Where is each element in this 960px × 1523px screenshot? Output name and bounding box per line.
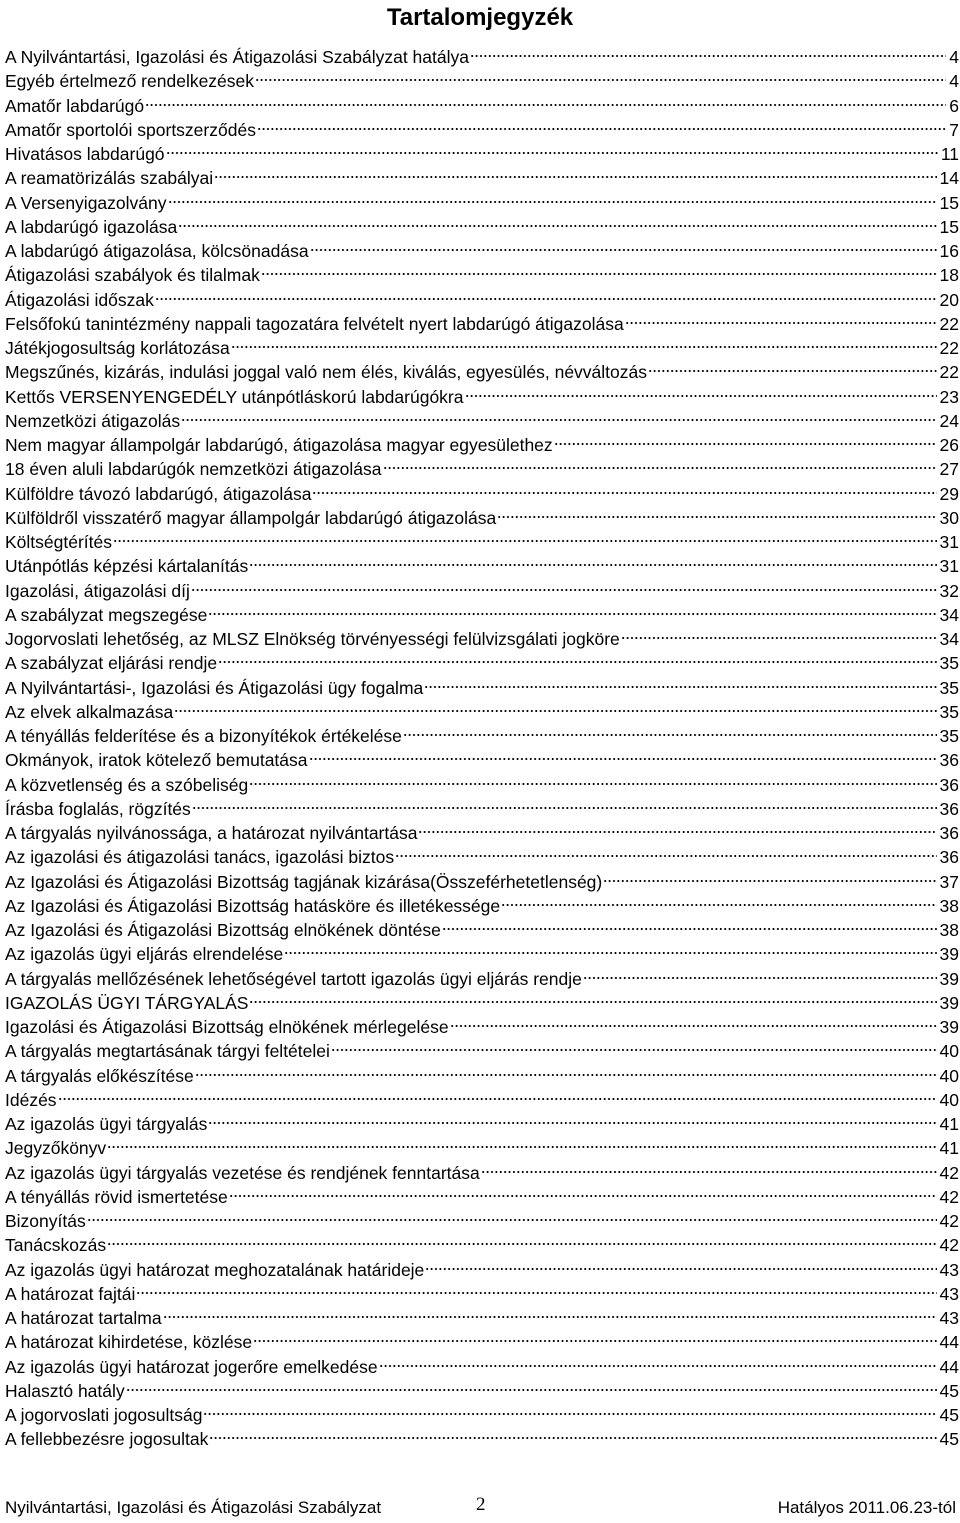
dot-leader [465, 385, 937, 403]
toc-entry-page-number: 22 [939, 313, 959, 334]
toc-entry-page-number: 42 [939, 1186, 959, 1207]
toc-entry[interactable] [5, 385, 959, 409]
toc-entry[interactable] [5, 651, 959, 675]
toc-entry[interactable] [5, 1233, 959, 1257]
toc-entry[interactable] [5, 894, 959, 918]
toc-entry[interactable] [5, 748, 959, 772]
toc-entry[interactable] [5, 457, 959, 481]
dot-leader [497, 506, 936, 524]
toc-entry-page-number: 11 [940, 144, 959, 164]
toc-entry[interactable] [5, 773, 959, 797]
toc-entry-page-number: 4 [949, 71, 959, 92]
toc-entry-page-number: 18 [939, 265, 959, 286]
toc-entry-page-number: 35 [939, 701, 959, 722]
toc-entry-page-number: 16 [939, 241, 959, 261]
toc-entry-label: Írásba foglalás, rögzítés [5, 798, 191, 819]
toc-entry-page-number: 32 [939, 580, 959, 601]
toc-entry-page-number: 42 [939, 1211, 959, 1231]
dot-leader [310, 239, 937, 257]
toc-entry-label: Felsőfokú tanintézmény nappali tagozatára felvételt nyert labdarúgó átigazolása [5, 313, 624, 334]
dot-leader [249, 773, 936, 791]
toc-entry[interactable] [5, 991, 959, 1015]
toc-entry-page-number: 22 [939, 362, 959, 383]
dot-leader [603, 870, 936, 888]
toc-entry[interactable] [5, 1185, 959, 1209]
toc-entry[interactable] [5, 288, 959, 312]
toc-entry-page-number: 22 [939, 338, 959, 358]
toc-entry-label: Kettős VERSENYENGEDÉLY utánpótláskorú labdarúgókra [5, 386, 464, 407]
toc-entry[interactable] [5, 845, 959, 869]
toc-entry-label: A szabályzat eljárási rendje [5, 653, 218, 674]
toc-entry-label: A Versenyigazolvány [5, 192, 167, 213]
toc-entry-page-number: 44 [939, 1332, 959, 1353]
toc-entry-label: A Nyilvántartási, Igazolási és Átigazolási Szabályzat hatálya [5, 47, 469, 67]
toc-entry[interactable] [5, 797, 959, 821]
toc-entry-page-number: 35 [939, 726, 959, 746]
toc-entry-label: Az Igazolási és Átigazolási Bizottság tagjának kizárása(Összeférhetetlenség) [5, 871, 603, 892]
dot-leader [395, 845, 936, 863]
toc-entry-label: 18 éven aluli labdarúgók nemzetközi átigazolása [5, 459, 382, 480]
toc-entry[interactable] [5, 239, 959, 263]
toc-entry[interactable] [5, 69, 959, 93]
toc-entry-page-number: 35 [939, 653, 959, 674]
toc-entry-label: Játékjogosultság korlátozása [5, 338, 230, 358]
toc-entry[interactable] [5, 1209, 959, 1233]
dot-leader [218, 651, 936, 669]
toc-entry-page-number: 39 [939, 968, 959, 989]
toc-entry-label: A tárgyalás nyilvánossága, a határozat nyilvántartása [5, 823, 418, 843]
toc-entry[interactable] [5, 603, 959, 627]
dot-leader [107, 1233, 936, 1251]
toc-entry-page-number: 41 [939, 1114, 959, 1134]
dot-leader [166, 142, 938, 160]
toc-entry-label: Átigazolási időszak [5, 289, 154, 310]
toc-entry[interactable] [5, 360, 959, 384]
toc-entry[interactable] [5, 554, 959, 578]
toc-entry-label: A határozat kihirdetése, közlése [5, 1332, 253, 1353]
toc-entry-label: A szabályzat megszegése [5, 604, 208, 625]
toc-entry-page-number: 36 [939, 823, 959, 843]
toc-entry[interactable] [5, 191, 959, 215]
toc-entry-label: A tényállás rövid ismertetése [5, 1186, 228, 1207]
toc-entry-label: Egyéb értelmező rendelkezések [5, 71, 255, 92]
toc-entry[interactable] [5, 1039, 959, 1063]
toc-entry-label: Halasztó hatály [5, 1380, 125, 1401]
footer-effective-date: Hatályos 2011.06.23-tól [777, 1498, 956, 1517]
toc-entry-page-number: 6 [949, 95, 959, 116]
toc-entry-page-number: 41 [939, 1138, 959, 1159]
dot-leader [208, 1112, 936, 1130]
toc-entry-label: A tárgyalás mellőzésének lehetőségével tartott igazolás ügyi eljárás rendje [5, 968, 582, 989]
toc-entry-page-number: 37 [939, 871, 959, 892]
toc-entry[interactable] [5, 1088, 959, 1112]
toc-entry[interactable] [5, 118, 959, 142]
toc-entry[interactable] [5, 870, 959, 894]
toc-entry-page-number: 43 [939, 1259, 959, 1280]
dot-leader [145, 94, 946, 112]
dot-leader [192, 797, 937, 815]
dot-leader [257, 118, 946, 136]
toc-entry[interactable] [5, 166, 959, 190]
toc-entry-label: Utánpótlás képzési kártalanítás [5, 556, 249, 577]
toc-entry[interactable] [5, 336, 959, 360]
dot-leader [261, 263, 937, 281]
toc-entry-page-number: 45 [939, 1380, 959, 1401]
toc-entry[interactable] [5, 1136, 959, 1160]
toc-entry-page-number: 26 [939, 435, 959, 455]
dot-leader [214, 166, 936, 184]
dot-leader [163, 1306, 937, 1324]
toc-entry-label: Nemzetközi átigazolás [5, 410, 181, 431]
dot-leader [231, 336, 937, 354]
toc-entry-page-number: 14 [939, 168, 959, 189]
dot-leader [155, 288, 937, 306]
toc-entry[interactable] [5, 263, 959, 287]
toc-entry-page-number: 40 [939, 1089, 959, 1110]
dot-leader [379, 1355, 937, 1373]
toc-entry-page-number: 36 [939, 774, 959, 795]
dot-leader [58, 1088, 937, 1106]
toc-entry-page-number: 35 [939, 677, 959, 698]
dot-leader [181, 409, 936, 427]
dot-leader [442, 918, 937, 936]
toc-entry-page-number: 40 [939, 1041, 959, 1062]
toc-entry-label: A labdarúgó átigazolása, kölcsönadása [5, 241, 309, 261]
toc-entry[interactable] [5, 215, 959, 239]
toc-entry-page-number: 39 [939, 1017, 959, 1037]
dot-leader [425, 1258, 936, 1276]
footer-page-number: 2 [476, 1494, 486, 1515]
dot-leader [195, 1064, 937, 1082]
dot-leader [253, 1330, 936, 1348]
dot-leader [424, 676, 936, 694]
dot-leader [191, 579, 937, 597]
toc-entry-page-number: 34 [939, 604, 959, 625]
toc-entry[interactable] [5, 1258, 959, 1282]
toc-entry-page-number: 36 [939, 750, 959, 771]
dot-leader [501, 894, 936, 912]
toc-entry[interactable] [5, 724, 959, 748]
footer-document-title: Nyilvántartási, Igazolási és Átigazolási Szabályzat [5, 1498, 382, 1517]
toc-entry[interactable] [5, 942, 959, 966]
page-title: Tartalomjegyzék [386, 4, 574, 31]
toc-entry-page-number: 7 [949, 119, 959, 140]
toc-entry-label: A közvetlenség és a szóbeliség [5, 774, 249, 795]
toc-entry-page-number: 30 [939, 507, 959, 528]
toc-entry-page-number: 24 [939, 410, 959, 431]
toc-entry-page-number: 38 [939, 895, 959, 916]
dot-leader [126, 1379, 937, 1397]
toc-entry-page-number: 29 [939, 483, 959, 504]
toc-entry-label: Az igazolás ügyi határozat jogerőre emelkedése [5, 1356, 378, 1377]
toc-entry-page-number: 4 [949, 47, 959, 67]
toc-entry-label: Az igazolás ügyi tárgyalás vezetése és rendjének fenntartása [5, 1162, 480, 1183]
toc-entry-page-number: 40 [939, 1065, 959, 1086]
toc-entry[interactable] [5, 1161, 959, 1185]
toc-entry-label: Igazolási, átigazolási díj [5, 580, 190, 601]
toc-entry-label: Az igazolási és átigazolási tanács, igazolási biztos [5, 847, 395, 868]
toc-entry-label: A jogorvoslati jogosultság [5, 1405, 203, 1425]
table-of-contents [5, 45, 959, 1452]
toc-entry-page-number: 34 [939, 629, 959, 649]
toc-entry[interactable] [5, 967, 959, 991]
dot-leader [284, 942, 936, 960]
toc-entry[interactable] [5, 506, 959, 530]
toc-entry-page-number: 15 [939, 192, 959, 213]
toc-entry[interactable] [5, 579, 959, 603]
toc-entry[interactable] [5, 1379, 959, 1403]
toc-entry[interactable] [5, 1015, 959, 1039]
toc-entry[interactable] [5, 627, 959, 651]
dot-leader [383, 457, 937, 475]
dot-leader [178, 215, 936, 233]
toc-entry-label: Átigazolási szabályok és tilalmak [5, 265, 260, 286]
toc-entry-label: Amatőr sportolói sportszerződés [5, 119, 256, 140]
toc-entry[interactable] [5, 1112, 959, 1136]
toc-entry-page-number: 44 [939, 1356, 959, 1377]
dot-leader [583, 967, 937, 985]
toc-entry-page-number: 43 [939, 1283, 959, 1304]
toc-entry-label: Az Igazolási és Átigazolási Bizottság elnökének döntése [5, 920, 441, 940]
toc-entry-label: Bizonyítás [5, 1211, 86, 1231]
toc-entry-page-number: 36 [939, 798, 959, 819]
dot-leader [174, 700, 936, 718]
toc-entry-page-number: 39 [939, 992, 959, 1013]
toc-entry-label: Okmányok, iratok kötelező bemutatása [5, 750, 308, 771]
toc-entry-label: Igazolási és Átigazolási Bizottság elnökének mérlegelése [5, 1017, 449, 1037]
toc-entry[interactable] [5, 94, 959, 118]
dot-leader [249, 554, 936, 572]
toc-entry-label: Jegyzőkönyv [5, 1138, 107, 1159]
toc-entry-page-number: 20 [939, 289, 959, 310]
toc-entry[interactable] [5, 312, 959, 336]
dot-leader [113, 530, 937, 548]
toc-entry-label: A határozat fajtái [5, 1283, 136, 1304]
toc-entry-label: A fellebbezésre jogosultak [5, 1429, 209, 1450]
toc-entry-page-number: 15 [939, 216, 959, 237]
toc-entry-label: A labdarúgó igazolása [5, 216, 178, 237]
toc-entry[interactable] [5, 1330, 959, 1354]
toc-entry-label: Az igazolás ügyi eljárás elrendelése [5, 944, 284, 965]
toc-entry-label: Hivatásos labdarúgó [5, 144, 165, 164]
toc-entry[interactable] [5, 1427, 959, 1451]
toc-entry[interactable] [5, 482, 959, 506]
dot-leader [312, 482, 936, 500]
toc-entry-page-number: 43 [939, 1308, 959, 1328]
dot-leader [229, 1185, 937, 1203]
toc-entry-label: Nem magyar állampolgár labdarúgó, átigazolása magyar egyesülethez [5, 435, 553, 455]
toc-entry-label: A tárgyalás előkészítése [5, 1065, 194, 1086]
dot-leader [209, 1427, 936, 1445]
toc-entry-label: Külföldre távozó labdarúgó, átigazolása [5, 483, 312, 504]
dot-leader [168, 191, 937, 209]
toc-entry-page-number: 36 [939, 847, 959, 868]
dot-leader [470, 45, 946, 63]
toc-entry[interactable] [5, 433, 959, 457]
toc-entry-label: A Nyilvántartási-, Igazolási és Átigazolási ügy fogalma [5, 677, 424, 698]
dot-leader [621, 627, 937, 645]
dot-leader [136, 1282, 936, 1300]
toc-entry[interactable] [5, 1306, 959, 1330]
toc-entry-label: Az elvek alkalmazása [5, 701, 174, 722]
toc-entry[interactable] [5, 1064, 959, 1088]
toc-entry[interactable] [5, 530, 959, 554]
toc-entry-page-number: 38 [939, 920, 959, 940]
dot-leader [331, 1039, 937, 1057]
toc-entry-page-number: 42 [939, 1162, 959, 1183]
dot-leader [403, 724, 937, 742]
toc-entry[interactable] [5, 1403, 959, 1427]
toc-entry-page-number: 39 [939, 944, 959, 965]
toc-entry[interactable] [5, 1355, 959, 1379]
toc-entry-label: A tényállás felderítése és a bizonyítékok értékelése [5, 726, 402, 746]
dot-leader [418, 821, 936, 839]
toc-entry-label: Amatőr labdarúgó [5, 95, 145, 116]
toc-entry-page-number: 27 [939, 459, 959, 480]
dot-leader [208, 603, 936, 621]
toc-entry-page-number: 45 [939, 1429, 959, 1450]
dot-leader [625, 312, 937, 330]
toc-entry-label: A tárgyalás megtartásának tárgyi feltételei [5, 1041, 330, 1062]
toc-entry-label: Az Igazolási és Átigazolási Bizottság hatásköre és illetékessége [5, 895, 501, 916]
toc-entry-page-number: 31 [939, 532, 959, 552]
dot-leader [249, 991, 936, 1009]
toc-entry-label: IGAZOLÁS ÜGYI TÁRGYALÁS [5, 992, 249, 1013]
toc-entry[interactable] [5, 676, 959, 700]
dot-leader [481, 1161, 937, 1179]
dot-leader [648, 360, 937, 378]
toc-entry-label: Jogorvoslati lehetőség, az MLSZ Elnökség törvényességi felülvizsgálati jogköre [5, 629, 620, 649]
dot-leader [107, 1136, 936, 1154]
dot-leader [554, 433, 937, 451]
toc-entry-label: Költségtérítés [5, 532, 112, 552]
dot-leader [309, 748, 937, 766]
dot-leader [87, 1209, 937, 1227]
page-footer [0, 1494, 960, 1518]
dot-leader [255, 69, 946, 87]
toc-entry-label: Megszűnés, kizárás, indulási joggal való nem élés, kiválás, egyesülés, névváltozás [5, 362, 647, 383]
toc-entry[interactable] [5, 142, 959, 166]
toc-entry-page-number: 31 [939, 556, 959, 577]
toc-entry[interactable] [5, 409, 959, 433]
toc-entry-label: A reamatörizálás szabályai [5, 168, 214, 189]
toc-entry[interactable] [5, 700, 959, 724]
toc-entry-label: Tanácskozás [5, 1235, 107, 1256]
dot-leader [203, 1403, 936, 1421]
toc-entry-label: A határozat tartalma [5, 1308, 162, 1328]
dot-leader [450, 1015, 937, 1033]
toc-entry-page-number: 45 [939, 1405, 959, 1425]
toc-entry-label: Külföldről visszatérő magyar állampolgár labdarúgó átigazolása [5, 507, 497, 528]
toc-entry-label: Idézés [5, 1089, 57, 1110]
toc-entry[interactable] [5, 45, 959, 69]
toc-entry-label: Az igazolás ügyi tárgyalás [5, 1114, 208, 1134]
toc-entry-page-number: 23 [939, 386, 959, 407]
toc-entry-label: Az igazolás ügyi határozat meghozatalának határideje [5, 1259, 425, 1280]
toc-entry[interactable] [5, 918, 959, 942]
toc-entry[interactable] [5, 821, 959, 845]
toc-entry[interactable] [5, 1282, 959, 1306]
toc-entry-page-number: 42 [939, 1235, 959, 1256]
